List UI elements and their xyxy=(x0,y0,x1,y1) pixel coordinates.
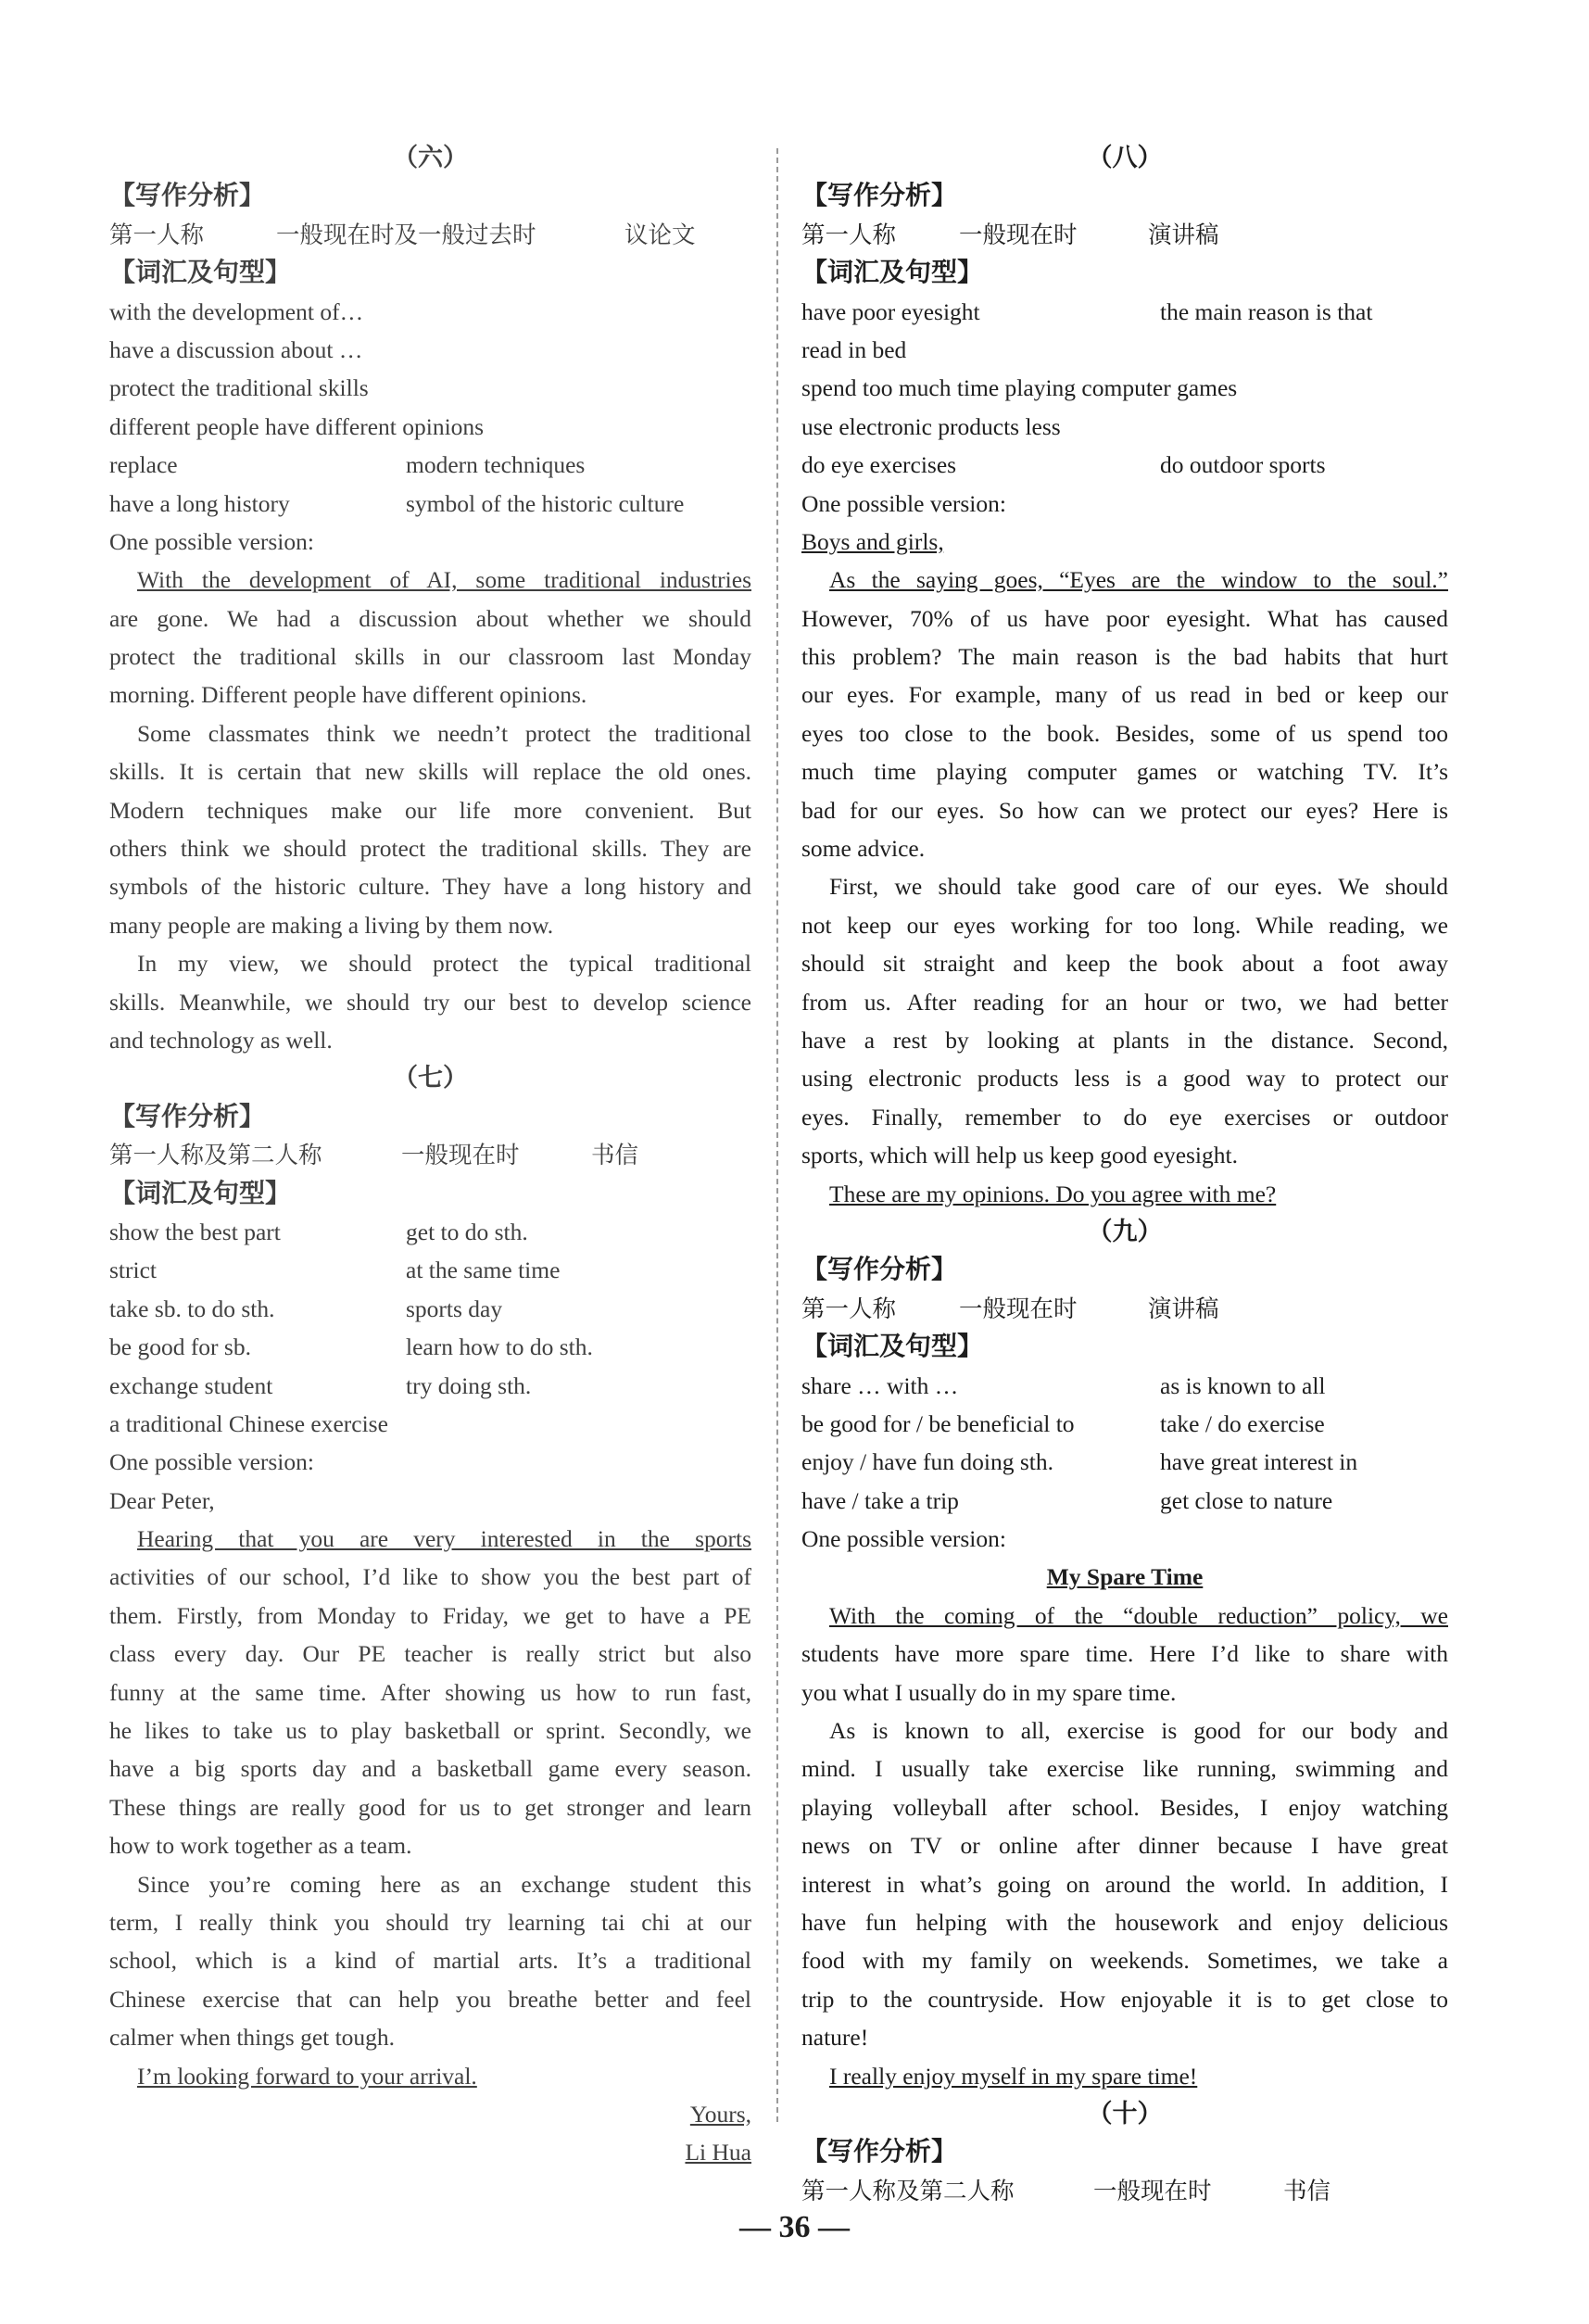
closing-sentence: These are my opinions. Do you agree with me? xyxy=(829,1180,1277,1207)
essay-line: mind. I usually take exercise like running, swimming and xyxy=(801,1755,1448,1783)
essay-line: you what I usually do in my spare time. xyxy=(801,1678,1177,1706)
essay-title-text: My Spare Time xyxy=(1046,1563,1204,1591)
vocab-term: get to do sth. xyxy=(406,1218,528,1245)
vocab-term: try doing sth. xyxy=(406,1371,532,1399)
section-10-title: （十） xyxy=(1087,2099,1163,2128)
vocab-term: do outdoor sports xyxy=(1160,451,1326,479)
writing-analysis-meta xyxy=(109,1136,751,1174)
person: 第一人称及第二人称 xyxy=(801,2177,1015,2204)
essay-line xyxy=(801,2057,1448,2095)
essay-line: many people are making a living by them now. xyxy=(109,911,554,939)
person: 第一人称 xyxy=(801,221,897,248)
version-label: One possible version: xyxy=(801,1525,1006,1553)
essay-line: using electronic products less is a good way to protect our xyxy=(801,1065,1448,1093)
person: 第一人称及第二人称 xyxy=(109,1142,322,1169)
essay-line: As the saying goes, “Eyes are the window to the soul.” xyxy=(829,566,1448,594)
essay-line: However, 70% of us have poor eyesight. What has caused xyxy=(801,604,1448,632)
vocab-heading: 【词汇及句型】 xyxy=(801,259,984,288)
version-label: One possible version: xyxy=(109,527,314,555)
vocab-term: do eye exercises xyxy=(801,451,957,479)
tense: 一般现在时 xyxy=(401,1142,520,1169)
essay-line: have a big sports day and a basketball game every season. xyxy=(109,1755,751,1783)
vocab-line: a traditional Chinese exercise xyxy=(109,1409,388,1437)
essay-line: not keep our eyes working for too long. While reading, we xyxy=(801,911,1448,939)
vocab-line: use electronic products less xyxy=(801,412,1061,440)
vocab-pair xyxy=(801,1367,1448,1405)
vocab-pair xyxy=(109,1328,751,1366)
essay-line: students have more spare time. Here I’d like to share with xyxy=(801,1640,1448,1668)
essay-line: school, which is a kind of martial arts. It’s a traditional xyxy=(109,1947,751,1975)
essay-line: should sit straight and keep the book about a foot away xyxy=(801,950,1448,978)
essay-line: nature! xyxy=(801,2024,869,2052)
essay-line: These things are really good for us to get stronger and learn xyxy=(109,1793,751,1821)
vocab-term: enjoy / have fun doing sth. xyxy=(801,1448,1053,1476)
vocab-term: have / take a trip xyxy=(801,1486,959,1514)
section-6-title: （六） xyxy=(393,144,468,171)
tense: 一般现在时 xyxy=(1093,2177,1212,2204)
vocab-pair xyxy=(109,485,751,523)
person: 第一人称 xyxy=(801,1295,897,1322)
vocab-line: have a discussion about … xyxy=(109,335,363,363)
section-7-title: （七） xyxy=(393,1064,468,1093)
genre: 书信 xyxy=(591,1142,639,1169)
essay-line: In my view, we should protect the typical traditional xyxy=(137,950,751,978)
person: 第一人称 xyxy=(109,221,205,248)
vocab-term: have poor eyesight xyxy=(801,297,980,325)
essay-line: activities of our school, I’d like to show you the best part of xyxy=(109,1563,751,1591)
essay-line: First, we should take good care of our eyes. We should xyxy=(829,873,1448,901)
essay-line: skills. It is certain that new skills will replace the old ones. xyxy=(109,758,751,786)
letter-greeting: Dear Peter, xyxy=(109,1486,215,1514)
essay-line: With the coming of the “double reduction” policy, we xyxy=(829,1601,1448,1629)
essay-line: how to work together as a team. xyxy=(109,1832,412,1860)
tense: 一般现在时 xyxy=(959,1295,1078,1322)
vocab-term: get close to nature xyxy=(1160,1486,1333,1514)
essay-line xyxy=(109,2057,751,2095)
essay-line: Hearing that you are very interested in the sports xyxy=(137,1525,751,1553)
essay-line: Since you’re coming here as an exchange student this xyxy=(137,1870,751,1898)
writing-analysis-heading: 【写作分析】 xyxy=(109,182,266,211)
vocab-pair xyxy=(801,293,1448,331)
vocab-line: protect the traditional skills xyxy=(109,374,369,402)
essay-line: Chinese exercise that can help you breathe better and feel xyxy=(109,1985,751,2013)
right-column xyxy=(801,139,1448,2210)
writing-analysis-meta xyxy=(109,216,751,254)
essay-line: As is known to all, exercise is good for our body and xyxy=(829,1717,1448,1745)
tense: 一般现在时及一般过去时 xyxy=(276,221,536,248)
closing-sentence: I really enjoy myself in my spare time! xyxy=(829,2062,1198,2090)
vocab-term: take / do exercise xyxy=(1160,1409,1325,1437)
vocab-line: read in bed xyxy=(801,335,907,363)
essay-line: have a rest by looking at plants in the distance. Second, xyxy=(801,1026,1448,1054)
vocab-term: be good for sb. xyxy=(109,1333,251,1361)
essay-line: trip to the countryside. How enjoyable it is to get close to xyxy=(801,1985,1448,2013)
essay-line: much time playing computer games or watching TV. It’s xyxy=(801,758,1448,786)
essay-line: protect the traditional skills in our classroom last Monday xyxy=(109,643,751,671)
essay-line: food with my family on weekends. Sometimes, we take a xyxy=(801,1947,1448,1975)
essay-line: With the development of AI, some traditional industries xyxy=(137,566,751,594)
vocab-heading: 【词汇及句型】 xyxy=(801,1333,984,1362)
letter-signature xyxy=(109,2133,751,2171)
vocab-term: exchange student xyxy=(109,1371,273,1399)
vocab-pair xyxy=(801,1443,1448,1481)
vocab-line: with the development of… xyxy=(109,297,364,325)
essay-line xyxy=(801,1175,1448,1213)
writing-analysis-heading: 【写作分析】 xyxy=(109,1102,266,1131)
essay-line: some advice. xyxy=(801,835,926,863)
essay-line: this problem? The main reason is the bad habits that hurt xyxy=(801,643,1448,671)
essay-line: are gone. We had a discussion about whether we should xyxy=(109,604,751,632)
vocab-pair xyxy=(801,446,1448,484)
essay-line: class every day. Our PE teacher is really strict but also xyxy=(109,1640,751,1668)
essay-line: symbols of the historic culture. They have a long history and xyxy=(109,873,751,901)
essay-line: eyes. Finally, remember to do eye exercises or outdoor xyxy=(801,1103,1448,1130)
genre: 议论文 xyxy=(624,221,696,248)
vocab-term: have a long history xyxy=(109,489,290,517)
vocab-term: strict xyxy=(109,1257,157,1284)
closing-sentence: I’m looking forward to your arrival. xyxy=(137,2062,477,2090)
writing-analysis-heading: 【写作分析】 xyxy=(801,1256,958,1285)
vocab-pair xyxy=(109,446,751,484)
genre: 书信 xyxy=(1283,2177,1331,2204)
closing: Yours, xyxy=(689,2100,751,2128)
version-label: One possible version: xyxy=(801,489,1006,517)
vocab-term: sports day xyxy=(406,1295,503,1322)
writing-analysis-heading: 【写作分析】 xyxy=(801,2138,958,2167)
writing-analysis-meta xyxy=(801,1290,1448,1328)
vocab-term: the main reason is that xyxy=(1160,297,1373,325)
genre: 演讲稿 xyxy=(1148,1295,1219,1322)
left-column xyxy=(109,139,751,2172)
essay-line: and technology as well. xyxy=(109,1026,333,1054)
vocab-term: replace xyxy=(109,451,178,479)
essay-line: interest in what’s going on around the world. In addition, I xyxy=(801,1870,1448,1898)
essay-line: funny at the same time. After showing us how to run fast, xyxy=(109,1678,751,1706)
vocab-pair xyxy=(801,1405,1448,1443)
section-8-title: （八） xyxy=(1087,144,1163,171)
version-label: One possible version: xyxy=(109,1448,314,1476)
essay-line: others think we should protect the traditional skills. They are xyxy=(109,835,751,863)
essay-title xyxy=(801,1558,1448,1596)
vocab-pair xyxy=(109,1367,751,1405)
column-divider xyxy=(776,148,778,2122)
page-number: — 36 — xyxy=(739,2210,850,2244)
essay-line: have fun helping with the housework and enjoy delicious xyxy=(801,1908,1448,1936)
essay-line: sports, which will help us keep good eyesight. xyxy=(801,1142,1238,1169)
greeting: Boys and girls, xyxy=(801,527,944,555)
vocab-term: have great interest in xyxy=(1160,1448,1358,1476)
essay-line: skills. Meanwhile, we should try our best to develop science xyxy=(109,988,751,1016)
vocab-term: symbol of the historic culture xyxy=(406,489,685,517)
vocab-heading: 【词汇及句型】 xyxy=(109,1179,292,1208)
essay-line: Some classmates think we needn’t protect the traditional xyxy=(137,719,751,747)
genre: 演讲稿 xyxy=(1148,221,1219,248)
writing-analysis-heading: 【写作分析】 xyxy=(801,182,958,211)
essay-line: Modern techniques make our life more convenient. But xyxy=(109,796,751,824)
essay-line: our eyes. For example, many of us read in bed or keep our xyxy=(801,681,1448,709)
letter-closing xyxy=(109,2095,751,2133)
essay-line: eyes too close to the book. Besides, some of us spend too xyxy=(801,719,1448,747)
essay-line: from us. After reading for an hour or two, we had better xyxy=(801,988,1448,1016)
vocab-term: at the same time xyxy=(406,1257,561,1284)
vocab-term: take sb. to do sth. xyxy=(109,1295,275,1322)
vocab-pair xyxy=(109,1213,751,1251)
signature: Li Hua xyxy=(685,2139,751,2166)
essay-line: them. Firstly, from Monday to Friday, we get to have a PE xyxy=(109,1601,751,1629)
essay-line: he likes to take us to play basketball or sprint. Secondly, we xyxy=(109,1717,751,1745)
vocab-term: be good for / be beneficial to xyxy=(801,1409,1075,1437)
vocab-pair xyxy=(109,1251,751,1289)
vocab-heading: 【词汇及句型】 xyxy=(109,259,292,288)
essay-line: bad for our eyes. So how can we protect our eyes? Here is xyxy=(801,796,1448,824)
vocab-term: learn how to do sth. xyxy=(406,1333,593,1361)
writing-analysis-meta xyxy=(801,216,1448,254)
essay-line: calmer when things get tough. xyxy=(109,2024,396,2052)
vocab-term: share … with … xyxy=(801,1371,959,1399)
tense: 一般现在时 xyxy=(959,221,1078,248)
vocab-line: different people have different opinions xyxy=(109,412,485,440)
essay-line: news on TV or online after dinner because I have great xyxy=(801,1832,1448,1860)
essay-line: term, I really think you should try learning tai chi at our xyxy=(109,1908,751,1936)
vocab-term: modern techniques xyxy=(406,451,586,479)
vocab-pair xyxy=(801,1482,1448,1520)
essay-line: morning. Different people have different opinions. xyxy=(109,681,587,709)
vocab-line: spend too much time playing computer games xyxy=(801,374,1238,402)
essay-line: playing volleyball after school. Besides, I enjoy watching xyxy=(801,1793,1448,1821)
section-9-title: （九） xyxy=(1087,1217,1163,1245)
speech-greeting xyxy=(801,523,1448,561)
writing-analysis-meta xyxy=(801,2172,1448,2210)
vocab-term: as is known to all xyxy=(1160,1371,1326,1399)
vocab-pair xyxy=(109,1290,751,1328)
vocab-term: show the best part xyxy=(109,1218,281,1245)
